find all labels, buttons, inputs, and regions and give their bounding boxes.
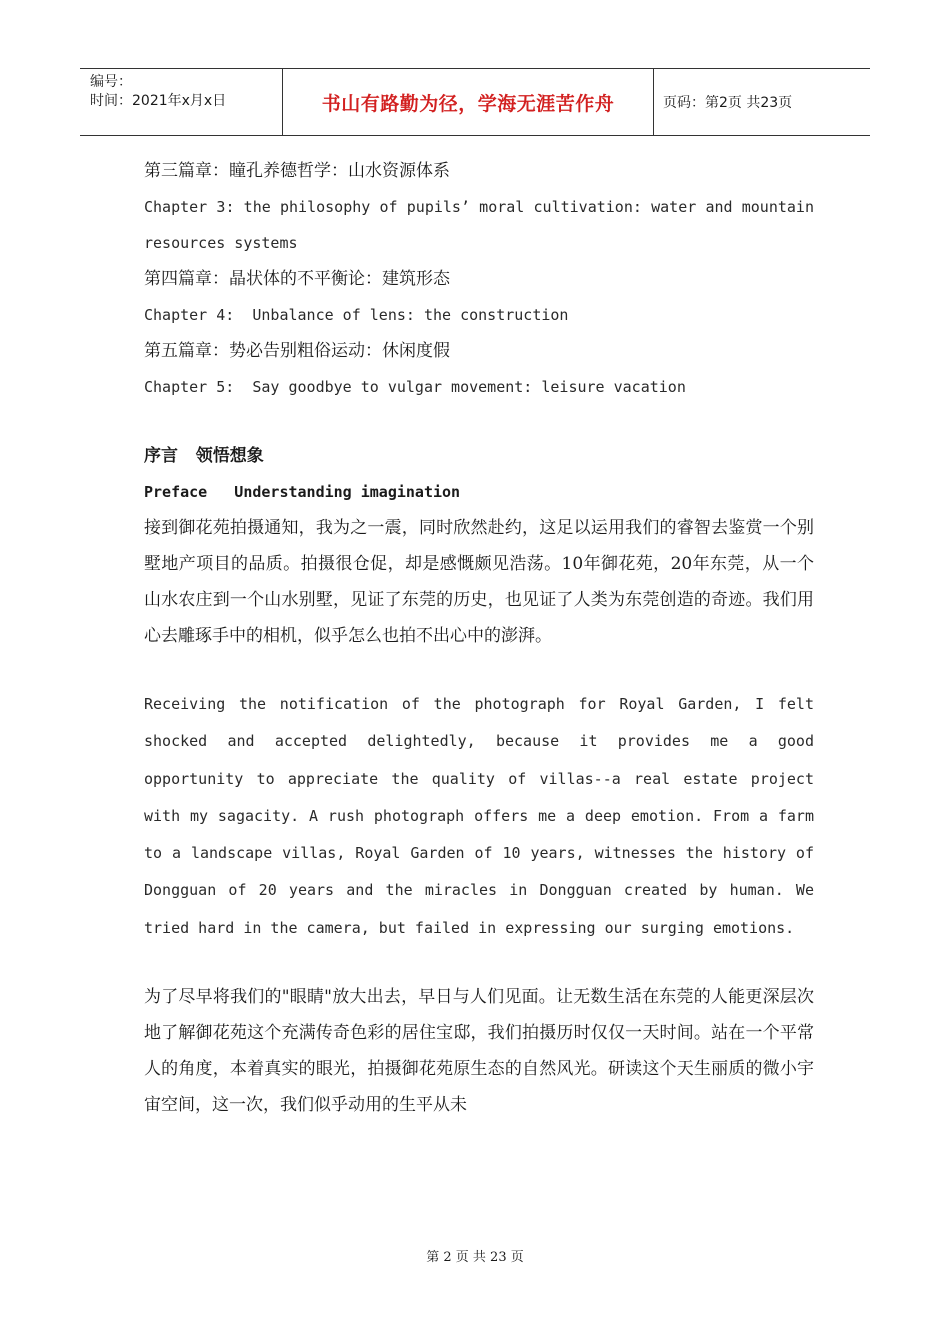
- preface-heading-en: Preface Understanding imagination: [144, 483, 461, 501]
- toc-chapter-4-zh: 第四篇章：晶状体的不平衡论：建筑形态: [144, 269, 450, 289]
- spacer: [144, 947, 814, 979]
- header-meta-cell: [80, 69, 282, 135]
- preface-paragraph-1-en: Receiving the notification of the photograph for Royal Garden, I felt shocked and accepted delightedly, because it provides me a good opportunity to appreciate the quality of villas--a real estate project with my sagacity. A rush photograph offers me a deep emotion. From a farm to a landscape villas, Royal Garden of 10 years, witnesses the history of Dongguan of 20 years and the miracles in Dongguan created by human. We tried hard in the camera, but failed in expressing our surging emotions.: [144, 695, 814, 937]
- header-page-label: 页码：第2页 共23页: [663, 95, 793, 111]
- footer-page-number: 第 2 页 共 23 页: [426, 1250, 524, 1265]
- header-table: [80, 68, 870, 136]
- preface-paragraph-2-zh: 为了尽早将我们的"眼睛"放大出去，早日与人们见面。让无数生活在东莞的人能更深层次地了解御花苑这个充满传奇色彩的居住宝邸，我们拍摄历时仅仅一天时间。站在一个平常人的角度，本着真实的眼光，拍摄御花苑原生态的自然风光。研读这个天生丽质的微小宇宙空间，这一次，我们似乎动用的生平从未: [144, 987, 814, 1116]
- preface-heading-zh: 序言 领悟想象: [144, 446, 264, 466]
- document-body: [144, 153, 814, 1123]
- toc-chapter-4-en: Chapter 4: Unbalance of lens: the construction: [144, 306, 569, 324]
- document-number-label: 编号：: [90, 74, 132, 90]
- toc-chapter-5-zh: 第五篇章：势必告别粗俗运动：休闲度假: [144, 341, 450, 361]
- header-motto: 书山有路勤为径，学海无涯苦作舟: [321, 92, 615, 115]
- toc-chapter-3-zh: 第三篇章：瞳孔养德哲学：山水资源体系: [144, 161, 450, 181]
- header-motto-cell: [282, 69, 654, 135]
- spacer: [144, 654, 814, 686]
- preface-paragraph-1-zh: 接到御花苑拍摄通知，我为之一震，同时欣然赴约，这足以运用我们的睿智去鉴赏一个别墅地产项目的品质。拍摄很仓促，却是感慨颇见浩荡。10年御花苑，20年东莞，从一个山水农庄到一个山水别墅，见证了东莞的历史，也见证了人类为东莞创造的奇迹。我们用心去雕琢手中的相机，似乎怎么也拍不出心中的澎湃。: [144, 518, 814, 646]
- toc-chapter-5-en: Chapter 5: Say goodbye to vulgar movement: leisure vacation: [144, 378, 686, 396]
- page-footer: [0, 1246, 950, 1265]
- document-time-label: 时间：2021年x月x日: [90, 93, 227, 109]
- header-page-cell: [654, 69, 870, 135]
- toc-chapter-3-en: Chapter 3: the philosophy of pupils’ moral cultivation: water and mountain resources systems: [144, 198, 814, 252]
- spacer: [144, 405, 814, 438]
